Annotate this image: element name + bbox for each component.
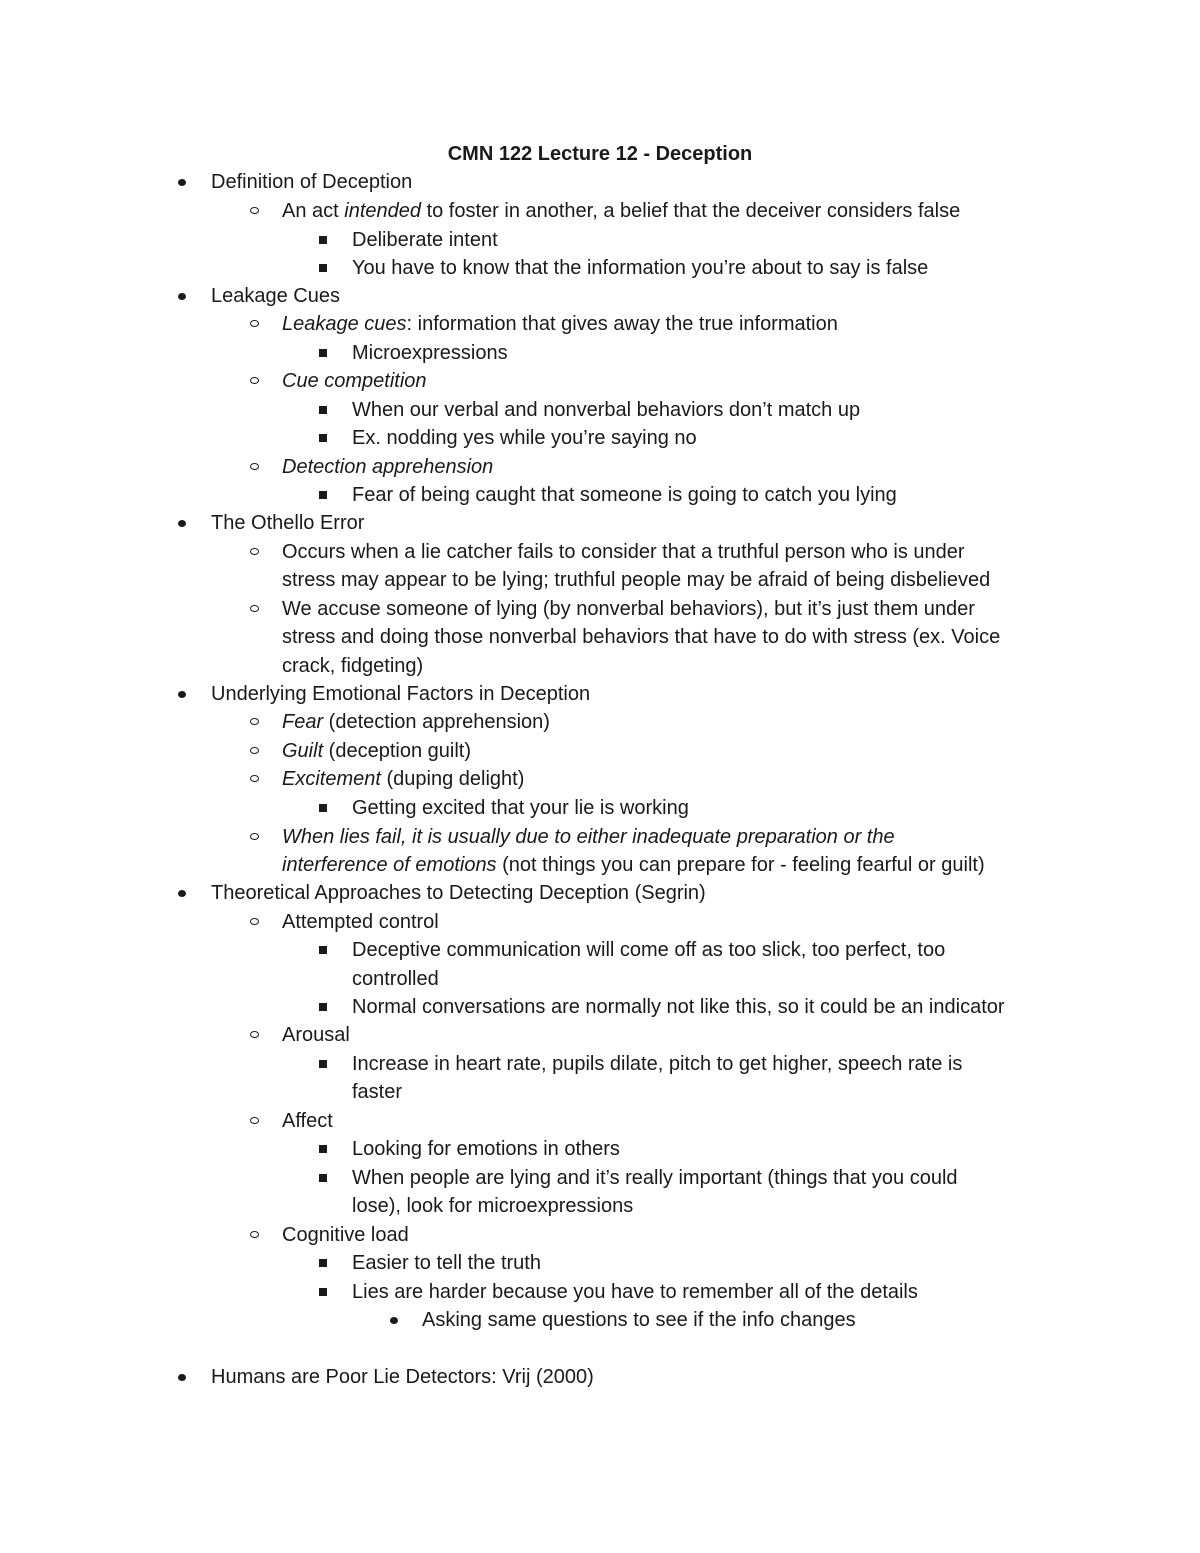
text-run: : information that gives away the true information	[406, 313, 838, 335]
circle-bullet-icon	[250, 747, 259, 754]
circle-bullet-icon	[250, 377, 259, 384]
text-run: lose), look for microexpressions	[352, 1195, 634, 1217]
italic-term: Guilt	[282, 740, 324, 762]
text-run: stress may appear to be lying; truthful people may be afraid of being disbelieved	[282, 569, 991, 591]
square-bullet-icon	[319, 1145, 327, 1153]
text-run: Looking for emotions in others	[352, 1138, 620, 1160]
square-bullet-icon	[319, 406, 327, 414]
outline-text	[352, 1164, 958, 1192]
outline-text	[352, 993, 1005, 1021]
outline-text	[352, 424, 697, 452]
text-run: Ex. nodding yes while you’re saying no	[352, 427, 697, 449]
outline-text	[282, 1107, 333, 1135]
text-run: Getting excited that your lie is working	[352, 797, 689, 819]
text-run: crack, fidgeting)	[282, 655, 424, 677]
italic-term: When lies fail, it is usually due to either inadequate preparation or the	[282, 826, 895, 848]
circle-bullet-icon	[250, 207, 259, 214]
outline-text	[282, 708, 550, 736]
square-bullet-icon	[319, 236, 327, 244]
text-run: Normal conversations are normally not like this, so it could be an indicator	[352, 996, 1005, 1018]
circle-bullet-icon	[250, 833, 259, 840]
outline-text	[352, 1249, 541, 1277]
outline-text	[211, 509, 364, 537]
text-run: (duping delight)	[380, 768, 525, 790]
text-run: Easier to tell the truth	[352, 1252, 541, 1274]
outline-text	[282, 737, 471, 765]
square-bullet-icon	[319, 434, 327, 442]
outline-text	[282, 1021, 350, 1049]
text-run: Occurs when a lie catcher fails to consider that a truthful person who is under	[282, 541, 965, 563]
outline-text	[352, 396, 860, 424]
text-run: Microexpressions	[352, 342, 508, 364]
text-run: Deceptive communication will come off as too slick, too perfect, too	[352, 939, 946, 961]
text-run: Asking same questions to see if the info changes	[422, 1309, 856, 1331]
italic-term: Detection apprehension	[282, 456, 494, 478]
square-bullet-icon	[319, 1060, 327, 1068]
circle-bullet-icon	[250, 918, 259, 925]
square-bullet-icon	[319, 946, 327, 954]
text-run: Definition of Deception	[211, 171, 413, 193]
square-bullet-icon	[319, 1174, 327, 1182]
text-run: Affect	[282, 1110, 333, 1132]
text-run: stress and doing those nonverbal behaviors that have to do with stress (ex. Voice	[282, 626, 1001, 648]
outline-text	[282, 538, 965, 566]
outline-text	[211, 680, 590, 708]
square-bullet-icon	[319, 1003, 327, 1011]
circle-bullet-icon	[250, 718, 259, 725]
text-run: (detection apprehension)	[323, 711, 550, 733]
italic-term: Leakage cues	[282, 313, 407, 335]
text-run: The Othello Error	[211, 512, 365, 534]
italic-term: Fear	[282, 711, 324, 733]
text-run: Arousal	[282, 1024, 350, 1046]
square-bullet-icon	[319, 491, 327, 499]
outline-text	[352, 339, 508, 367]
outline-text	[422, 1306, 856, 1334]
circle-bullet-icon	[250, 775, 259, 782]
square-bullet-icon	[319, 1259, 327, 1267]
text-run: to foster in another, a belief that the deceiver considers false	[421, 200, 961, 222]
italic-term: Cue competition	[282, 370, 427, 392]
disc-bullet-icon	[178, 1374, 186, 1381]
text-run: controlled	[352, 968, 439, 990]
italic-term: intended	[344, 200, 422, 222]
text-run: (not things you can prepare for - feeling fearful or guilt)	[496, 854, 985, 876]
outline-text	[282, 310, 838, 338]
outline-text	[211, 168, 412, 196]
outline-text	[211, 282, 340, 310]
disc-bullet-icon	[178, 691, 186, 698]
text-run: (deception guilt)	[323, 740, 471, 762]
outline-text	[352, 226, 498, 254]
outline-text	[282, 623, 1000, 651]
outline-text	[352, 936, 945, 964]
circle-bullet-icon	[250, 1031, 259, 1038]
outline-text	[282, 595, 975, 623]
circle-bullet-icon	[250, 463, 259, 470]
text-run: When people are lying and it’s really important (things that you could	[352, 1167, 958, 1189]
text-run: Leakage Cues	[211, 285, 340, 307]
outline-text	[282, 1221, 409, 1249]
outline-text	[282, 765, 524, 793]
italic-term: interference of emotions	[282, 854, 497, 876]
outline-text	[352, 1050, 962, 1078]
italic-term: Excitement	[282, 768, 381, 790]
outline-text	[282, 908, 439, 936]
outline-text	[352, 1278, 918, 1306]
square-bullet-icon	[319, 1288, 327, 1296]
text-run: An act	[282, 200, 345, 222]
circle-bullet-icon	[250, 1117, 259, 1124]
outline-text	[282, 453, 493, 481]
text-run: Cognitive load	[282, 1224, 409, 1246]
text-run: Deliberate intent	[352, 229, 498, 251]
outline-text	[282, 652, 423, 680]
text-run: Underlying Emotional Factors in Deception	[211, 683, 591, 705]
circle-bullet-icon	[250, 1231, 259, 1238]
outline-text	[352, 1135, 620, 1163]
disc-bullet-icon	[178, 179, 186, 186]
text-run: Theoretical Approaches to Detecting Deception (Segrin)	[211, 882, 706, 904]
text-run: Increase in heart rate, pupils dilate, pitch to get higher, speech rate is	[352, 1053, 963, 1075]
outline-text	[352, 1078, 402, 1106]
disc-bullet-icon	[178, 293, 186, 300]
text-run: You have to know that the information you’re about to say is false	[352, 257, 929, 279]
text-run: faster	[352, 1081, 403, 1103]
outline-text	[352, 1192, 633, 1220]
outline-text	[211, 1363, 594, 1391]
text-run: Fear of being caught that someone is going to catch you lying	[352, 484, 897, 506]
outline-text	[282, 197, 960, 225]
outline-text	[282, 367, 427, 395]
text-run: Attempted control	[282, 911, 439, 933]
text-run: Lies are harder because you have to remember all of the details	[352, 1281, 918, 1303]
outline-text	[352, 794, 689, 822]
outline-text	[282, 851, 985, 879]
circle-bullet-icon	[250, 548, 259, 555]
outline-text	[211, 879, 706, 907]
disc-bullet-icon	[390, 1317, 398, 1324]
square-bullet-icon	[319, 804, 327, 812]
page-title: CMN 122 Lecture 12 - Deception	[447, 143, 753, 165]
outline-text	[352, 481, 897, 509]
text-run: Humans are Poor Lie Detectors: Vrij (2000)	[211, 1366, 594, 1388]
circle-bullet-icon	[250, 605, 259, 612]
outline-text	[282, 566, 990, 594]
square-bullet-icon	[319, 349, 327, 357]
text-run: We accuse someone of lying (by nonverbal behaviors), but it’s just them under	[282, 598, 975, 620]
outline-text	[352, 965, 439, 993]
text-run: When our verbal and nonverbal behaviors don’t match up	[352, 399, 861, 421]
disc-bullet-icon	[178, 890, 186, 897]
disc-bullet-icon	[178, 520, 186, 527]
outline-text	[282, 823, 895, 851]
square-bullet-icon	[319, 264, 327, 272]
circle-bullet-icon	[250, 320, 259, 327]
outline-text	[352, 254, 928, 282]
